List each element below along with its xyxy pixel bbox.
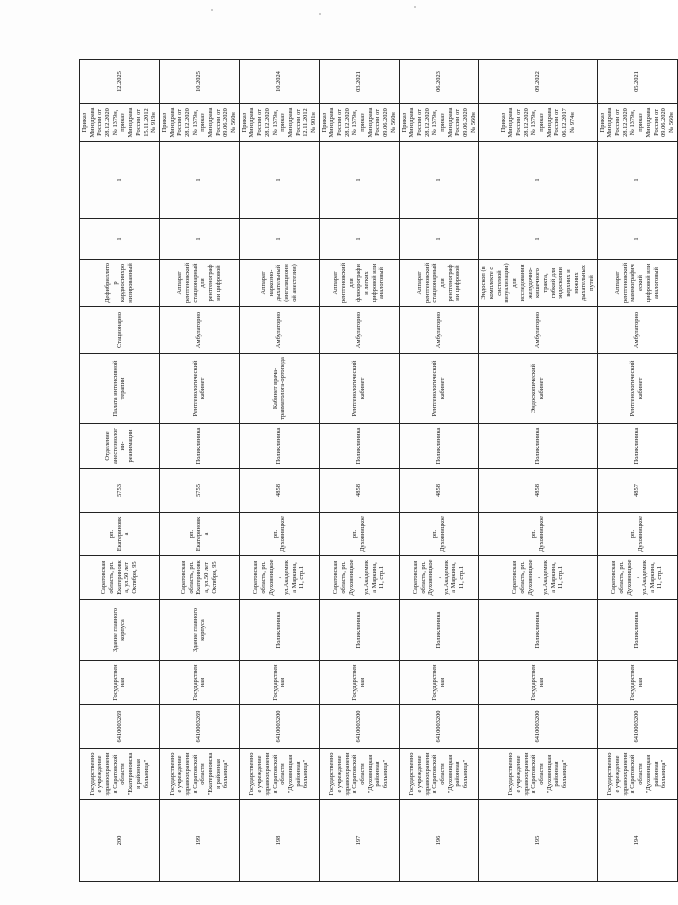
cell-organization: Государственное учреждение здравоохранения Саратовской области "Духовницкая районная больница" <box>399 749 479 800</box>
cell-order: Приказ Минздрава России от 28.12.2020 № 1379н, приказ Минздрава России от 09.06.2020 № 560н <box>159 104 239 142</box>
cell-locality: рп. Духовницкое <box>399 513 479 556</box>
equipment-register-table <box>79 59 678 882</box>
cell-department: Поликлиника <box>239 424 319 469</box>
cell-organization: Государственное учреждение здравоохранения Саратовской области "Екатериновская районная больница" <box>80 749 160 800</box>
cell-equipment: Аппарат рентгеновский стационарный для рентгенографии цифровой <box>159 260 239 307</box>
cell-department: Поликлиника <box>159 424 239 469</box>
cell-subdivision: Поликлиника <box>319 600 399 661</box>
cell-count-b: 1 <box>399 142 479 219</box>
cell-equipment: Дефибриллятор кардиосинхронизированный <box>80 260 160 307</box>
cell-department: Поликлиника <box>479 424 597 469</box>
cell-code: 6410003200 <box>239 705 319 749</box>
cell-count-a: 1 <box>159 219 239 260</box>
cell-care-conditions: Стационарно <box>80 307 160 354</box>
cell-locality: рп. Духовницкое <box>319 513 399 556</box>
cell-subdivision: Здание главного корпуса <box>80 600 160 661</box>
cell-subdivision: Поликлиника <box>399 600 479 661</box>
cell-room: Кабинет врача-травматолога-ортопеда <box>239 354 319 424</box>
cell-room: Рентгенологический кабинет <box>159 354 239 424</box>
cell-equipment: Аппарат наркозно-дыхательный (ингаляционной анестезии) <box>239 260 319 307</box>
cell-code: 6410003200 <box>319 705 399 749</box>
cell-ownership: Государственная <box>597 661 677 705</box>
cell-count-a: 1 <box>80 219 160 260</box>
cell-date: 09.2022 <box>479 60 597 104</box>
cell-date: 03.2021 <box>319 60 399 104</box>
cell-count-b: 1 <box>597 142 677 219</box>
cell-address: Саратовская область, рп. Екатериновка, ул.50 лет Октября, 95 <box>80 556 160 600</box>
cell-organization: Государственное учреждение здравоохранения Саратовской области "Духовницкая районная больница" <box>479 749 597 800</box>
scan-dust <box>319 13 321 15</box>
cell-order: Приказ Минздрава России от 28.12.2020 № 1379н, приказ Минздрава России от 12.11.2012 № 901н <box>239 104 319 142</box>
cell-equipment: Аппарат рентгеновский для флюорографии легких цифровой или аналоговый <box>319 260 399 307</box>
table-row <box>159 60 239 882</box>
cell-care-conditions: Амбулаторно <box>159 307 239 354</box>
table-row <box>80 60 160 882</box>
cell-room: Палата интенсивной терапии <box>80 354 160 424</box>
cell-address: Саратовская область, рп. Духовницкое, ул.Академика Маркина, 11, стр.1 <box>239 556 319 600</box>
cell-date: 12.2025 <box>80 60 160 104</box>
cell-ownership: Государственная <box>479 661 597 705</box>
cell-locality: рп. Екатериновка <box>80 513 160 556</box>
cell-equipment: Аппарат рентгеновский стационарный для рентгенографии цифровой <box>399 260 479 307</box>
cell-code: 6410003269 <box>80 705 160 749</box>
cell-care-conditions: Амбулаторно <box>239 307 319 354</box>
cell-number: 198 <box>239 800 319 882</box>
cell-locality: рп. Духовницкое <box>239 513 319 556</box>
cell-order: Приказ Минздрава России от 28.12.2020 № 1379н, приказ Минздрава России от 09.06.2020 № 560н <box>319 104 399 142</box>
cell-organization: Государственное учреждение здравоохранения Саратовской области "Екатериновская районная больница" <box>159 749 239 800</box>
cell-department: Поликлиника <box>319 424 399 469</box>
table-body <box>80 60 678 882</box>
table-row <box>399 60 479 882</box>
cell-address: Саратовская область, рп. Духовницкое, ул.Академика Маркина, 11, стр.1 <box>399 556 479 600</box>
cell-department: Поликлиника <box>597 424 677 469</box>
cell-room: Рентгенологический кабинет <box>319 354 399 424</box>
cell-order: Приказ Минздрава России от 28.12.2020 № 1379н, приказ Минздрава России от 06.12.2017 № 974н <box>479 104 597 142</box>
cell-date: 06.2023 <box>399 60 479 104</box>
cell-number-code: 4857 <box>597 469 677 513</box>
cell-ownership: Государственная <box>399 661 479 705</box>
cell-count-b: 1 <box>80 142 160 219</box>
cell-count-a: 1 <box>597 219 677 260</box>
table-row <box>597 60 677 882</box>
cell-ownership: Государственная <box>319 661 399 705</box>
cell-number-code: 5753 <box>80 469 160 513</box>
cell-room: Эндоскопический кабинет <box>479 354 597 424</box>
cell-number-code: 4858 <box>239 469 319 513</box>
cell-ownership: Государственная <box>239 661 319 705</box>
cell-locality: рп. Духовницкое <box>597 513 677 556</box>
cell-organization: Государственное учреждение здравоохранения Саратовской области "Духовницкая районная больница" <box>319 749 399 800</box>
scan-dust <box>211 9 213 11</box>
cell-subdivision: Поликлиника <box>479 600 597 661</box>
cell-code: 6410003269 <box>159 705 239 749</box>
cell-code: 6410003200 <box>399 705 479 749</box>
table-row <box>239 60 319 882</box>
cell-room: Рентгенологический кабинет <box>597 354 677 424</box>
cell-locality: рп. Духовницкое <box>479 513 597 556</box>
cell-subdivision: Поликлиника <box>597 600 677 661</box>
cell-care-conditions: Амбулаторно <box>399 307 479 354</box>
cell-number: 196 <box>399 800 479 882</box>
scan-dust <box>414 6 416 8</box>
cell-department: Поликлиника <box>399 424 479 469</box>
cell-count-b: 1 <box>319 142 399 219</box>
cell-number: 197 <box>319 800 399 882</box>
cell-ownership: Государственная <box>80 661 160 705</box>
rotated-table-wrapper <box>79 60 675 882</box>
cell-count-b: 1 <box>479 142 597 219</box>
cell-count-b: 1 <box>159 142 239 219</box>
cell-date: 10.2024 <box>239 60 319 104</box>
cell-number-code: 4858 <box>319 469 399 513</box>
cell-code: 6410003200 <box>479 705 597 749</box>
table-row <box>479 60 597 882</box>
cell-subdivision: Поликлиника <box>239 600 319 661</box>
cell-count-a: 1 <box>319 219 399 260</box>
cell-count-a: 1 <box>239 219 319 260</box>
cell-number: 195 <box>479 800 597 882</box>
cell-department: Отделение анестезиологии-реанимации <box>80 424 160 469</box>
cell-order: Приказ Минздрава России от 28.12.2020 № 1379н, приказ Минздрава России от 09.06.2020 № 560н <box>597 104 677 142</box>
cell-equipment: Эндоскоп (в комплекте с системой визуализации) для исследования желудочно-кишечного тракта, гибкий для эндоскопии верхних и нижних дыхательных путей <box>479 260 597 307</box>
cell-number-code: 4858 <box>399 469 479 513</box>
cell-number: 194 <box>597 800 677 882</box>
cell-equipment: Аппарат рентгеновский маммографический цифровой или аналоговый <box>597 260 677 307</box>
cell-date: 05.2021 <box>597 60 677 104</box>
cell-care-conditions: Амбулаторно <box>319 307 399 354</box>
cell-address: Саратовская область, рп. Духовницкое, ул.Академика Маркина, 11, стр.1 <box>319 556 399 600</box>
cell-address: Саратовская область, рп. Екатериновка, ул.50 лет Октября, 95 <box>159 556 239 600</box>
cell-organization: Государственное учреждение здравоохранения Саратовской области "Духовницкая районная больница" <box>239 749 319 800</box>
cell-ownership: Государственная <box>159 661 239 705</box>
cell-order: Приказ Минздрава России от 28.12.2020 № 1379н, приказ Минздрава России от 09.06.2020 № 560н <box>399 104 479 142</box>
cell-code: 6410003200 <box>597 705 677 749</box>
cell-organization: Государственное учреждение здравоохранения Саратовской области "Духовницкая районная больница" <box>597 749 677 800</box>
cell-count-b: 1 <box>239 142 319 219</box>
cell-count-a: 1 <box>479 219 597 260</box>
cell-date: 10.2025 <box>159 60 239 104</box>
cell-number: 200 <box>80 800 160 882</box>
cell-order: Приказ Минздрава России от 28.12.2020 № 1379н, приказ Минздрава России от 15.11.2012 № 919н <box>80 104 160 142</box>
cell-address: Саратовская область, рп. Духовницкое, ул.Академика Маркина, 11, стр.1 <box>597 556 677 600</box>
table-row <box>319 60 399 882</box>
cell-care-conditions: Амбулаторно <box>479 307 597 354</box>
cell-address: Саратовская область, рп. Духовницкое, ул.Академика Маркина, 11, стр.1 <box>479 556 597 600</box>
cell-subdivision: Здание главного корпуса <box>159 600 239 661</box>
cell-room: Рентгенологический кабинет <box>399 354 479 424</box>
cell-number-code: 5755 <box>159 469 239 513</box>
cell-number: 199 <box>159 800 239 882</box>
cell-count-a: 1 <box>399 219 479 260</box>
cell-care-conditions: Амбулаторно <box>597 307 677 354</box>
cell-locality: рп. Екатериновка <box>159 513 239 556</box>
cell-number-code: 4858 <box>479 469 597 513</box>
